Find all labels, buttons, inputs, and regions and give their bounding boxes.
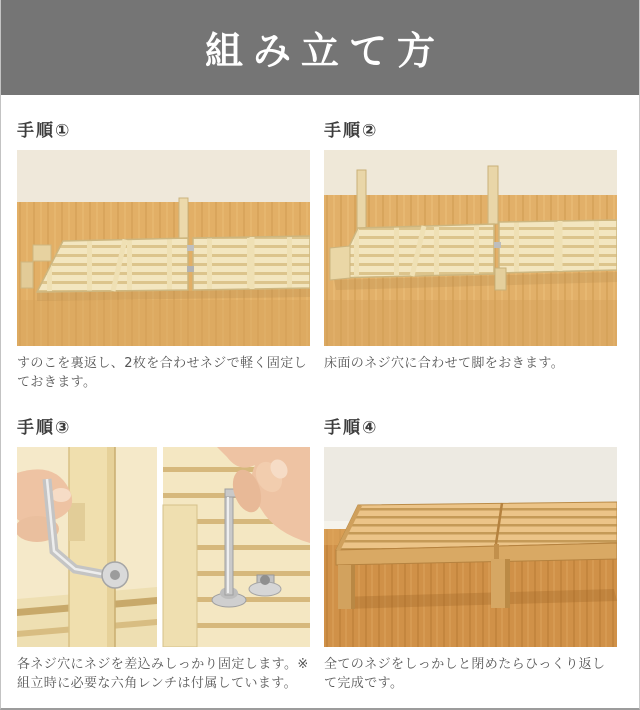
- step-4-caption: 全てのネジをしっかしと閉めたらひっくり返して完成です。: [324, 657, 606, 691]
- step-3-label: 手順③: [17, 418, 72, 438]
- step-4: [324, 413, 617, 693]
- steps-grid: [1, 95, 639, 693]
- step-3-illustration: [17, 447, 310, 647]
- step-3-right-photo: [163, 447, 310, 647]
- step-3-photo: [17, 447, 310, 647]
- step-1-photo: [17, 150, 310, 346]
- step-2-illustration: [324, 150, 617, 346]
- step-2-caption: 床面のネジ穴に合わせて脚をおきます。: [324, 356, 565, 371]
- step-3-left-photo: [17, 447, 157, 647]
- page-title: 組み立て方: [204, 29, 445, 73]
- step-2: [324, 116, 617, 392]
- step-1-label: 手順①: [17, 121, 72, 141]
- step-3: [17, 413, 310, 693]
- step-2-label: 手順②: [324, 121, 379, 141]
- step-2-photo: [324, 150, 617, 346]
- step-4-label: 手順④: [324, 418, 379, 438]
- page-header: [1, 0, 639, 95]
- step-1: [17, 116, 310, 392]
- step-1-illustration: [17, 150, 310, 346]
- step-4-illustration: [324, 447, 617, 647]
- step-4-photo: [324, 447, 617, 647]
- step-1-caption: すのこを裏返し、2枚を合わせネジで軽く固定しておきます。: [17, 356, 308, 390]
- step-3-caption: 各ネジ穴にネジを差込みしっかり固定します。※組立時に必要な六角レンチは付属しています。: [17, 657, 309, 691]
